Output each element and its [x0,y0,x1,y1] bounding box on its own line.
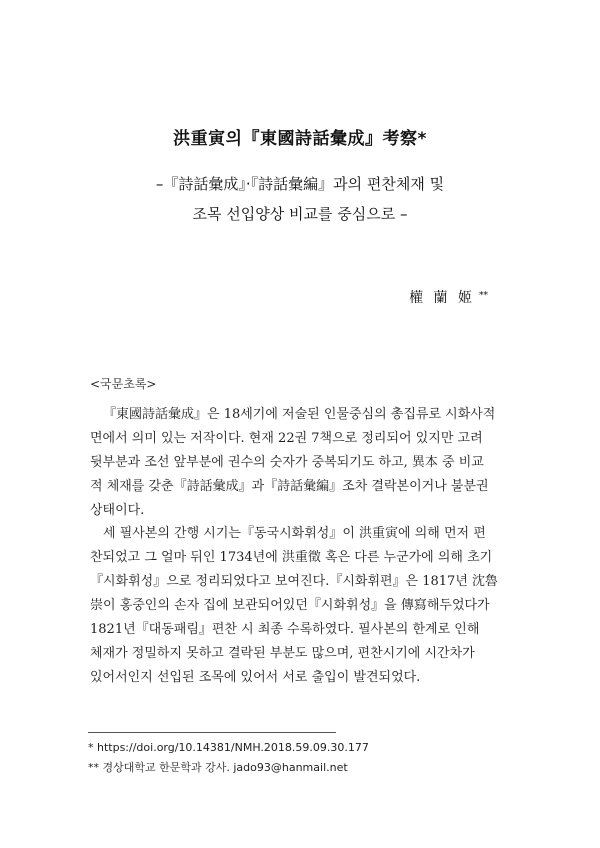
footnote-divider [88,732,336,733]
abstract-label: <국문초록> [90,377,157,391]
paper-title: 洪重寅의『東國詩話彙成』考察* [173,129,427,149]
footnote-author-affiliation: ** 경상대학교 한문학과 강사. jado93@hanmail.net [88,761,348,774]
abstract-line: 적 체재를 갖춘『詩話彙成』과『詩話彙編』조차 결락본이거나 불분권 [90,479,489,494]
footnote-doi: * https://doi.org/10.14381/NMH.2018.59.09.30.177 [88,741,369,754]
abstract-line: 『시화휘성』으로 정리되었다고 보여진다.『시화휘편』은 1817년 沈魯 [90,574,499,589]
abstract-line: 1821년『대동패림』편찬 시 최종 수록하였다. 필사본의 한계로 인해 [90,622,480,637]
author-byline [409,287,488,307]
abstract-line: 『東國詩話彙成』은 18세기에 저술된 인물중심의 총집류로 시화사적 [103,407,496,422]
abstract-line: 있어서인지 선입된 조목에 있어서 서로 출입이 발견되었다. [90,670,421,685]
abstract-paragraph-1 [90,403,500,523]
abstract-line: 체재가 정밀하지 못하고 결락된 부분도 많으며, 편찬시기에 시간차가 [90,646,475,661]
paper-subtitle-line-1: –『詩話彙成』·『詩話彙編』과의 편찬체재 및 [155,175,445,193]
paper-subtitle-line-2: 조목 선입양상 비교를 중심으로 – [192,205,408,223]
author-name: 權 蘭 姬 [409,290,475,306]
abstract-line: 崇이 홍중인의 손자 집에 보관되어있던『시화휘성』을 傳寫해두었다가 [90,598,490,613]
abstract-line: 면에서 의미 있는 저작이다. 현재 22권 7책으로 정리되어 있지만 고려 [90,431,483,446]
abstract-line: 뒷부분과 조선 앞부분에 권수의 숫자가 중복되기도 하고, 異本 중 비교 [90,455,484,470]
abstract-line: 세 필사본의 간행 시기는『동국시화휘성』이 洪重寅에 의해 먼저 편 [103,526,486,541]
abstract-line: 상태이다. [90,503,145,518]
abstract-paragraph-2 [90,522,500,690]
author-footnote-marker: ** [479,291,488,301]
abstract-line: 찬되었고 그 얼마 뒤인 1734년에 洪重徵 혹은 다른 누군가에 의해 초기 [90,550,493,565]
